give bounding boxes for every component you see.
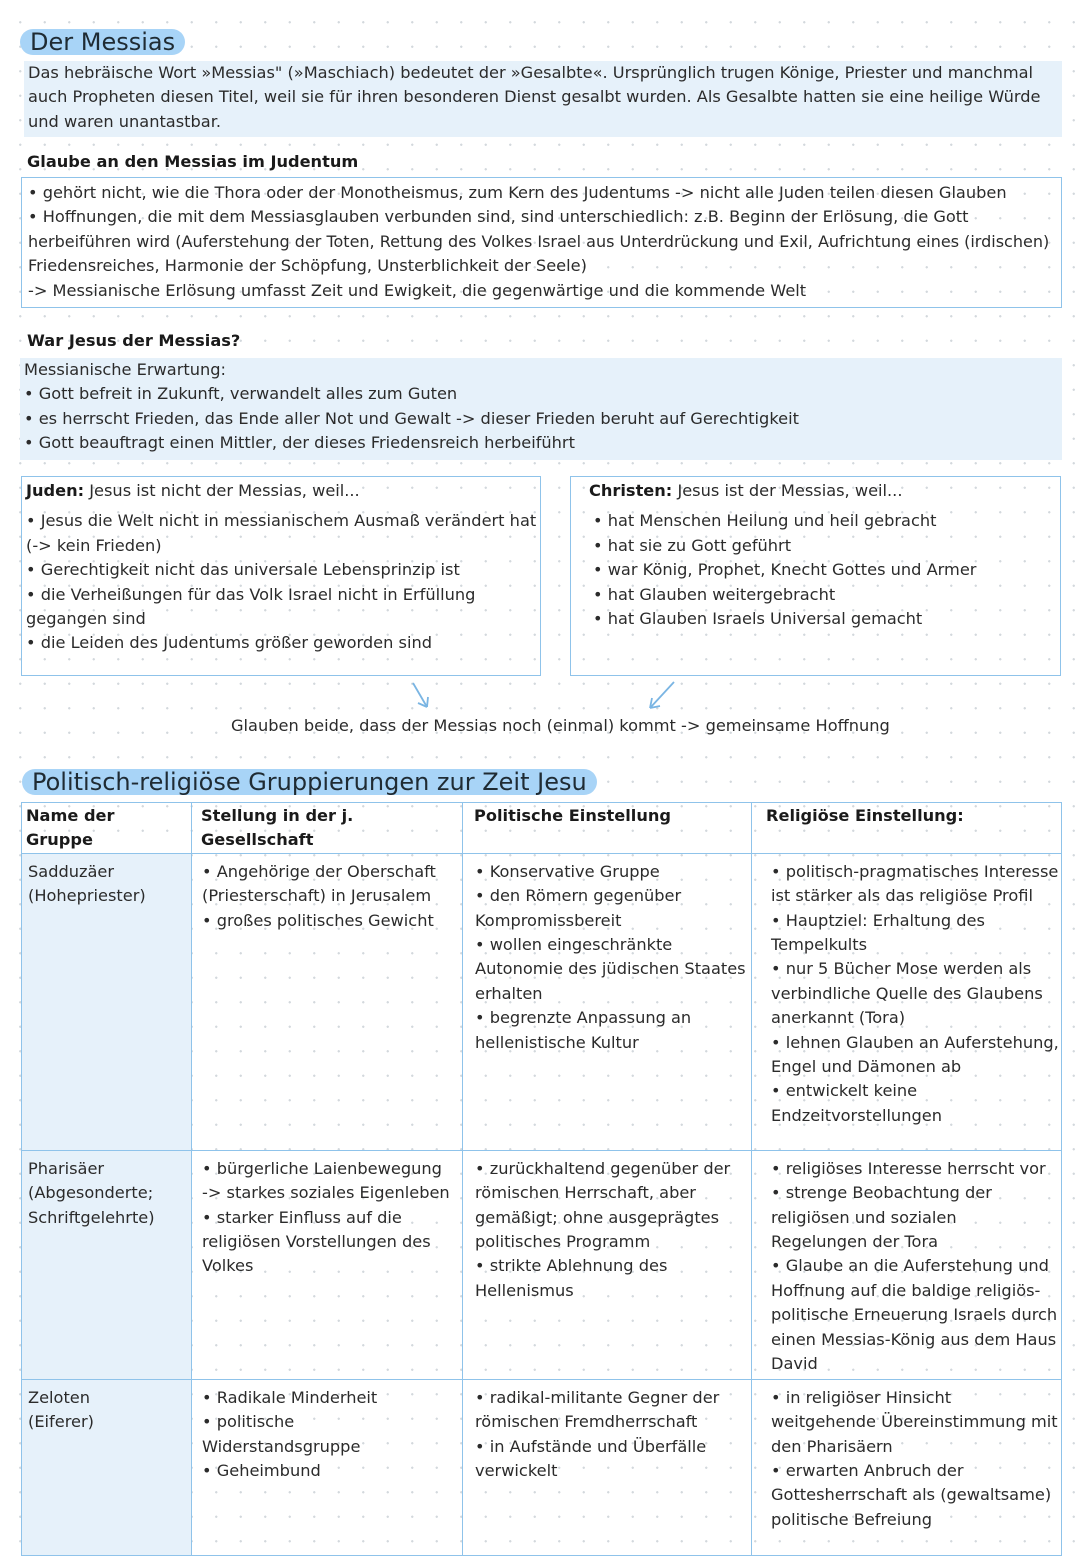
cell-line: • starker Einfluss auf die	[202, 1207, 402, 1227]
christians-box	[570, 476, 1061, 676]
cell-line: • Hauptziel: Erhaltung des	[771, 910, 985, 930]
cell-line: Pharisäer	[28, 1158, 105, 1178]
cell-line: verbindliche Quelle des Glaubens	[771, 983, 1043, 1003]
christians-line: • hat Menschen Heilung und heil gebracht	[593, 511, 937, 531]
cell-line: • religiöses Interesse herrscht vor	[771, 1158, 1046, 1178]
cell-line: • großes politisches Gewicht	[202, 910, 434, 930]
cell-line: anerkannt (Tora)	[771, 1008, 906, 1028]
cell-line: • in Aufstände und Überfälle	[475, 1436, 707, 1456]
intro-line: auch Propheten diesen Titel, weil sie für ihren besonderen Dienst gesalbt wurden. Als Gesalbte hatten sie eine heilige Würde	[28, 87, 1041, 107]
cell-line: (Hohepriester)	[28, 886, 146, 906]
cell-line: • in religiöser Hinsicht	[771, 1387, 952, 1407]
intro-line: und waren unantastbar.	[28, 111, 222, 131]
intro-paragraph	[24, 61, 1062, 137]
cell-line: Gottesherrschaft als (gewaltsame)	[771, 1485, 1052, 1505]
cell-line: Engel und Dämonen ab	[771, 1057, 962, 1077]
cell-social	[192, 1150, 463, 1379]
cell-name	[22, 1150, 192, 1379]
cell-religious	[752, 853, 1062, 1150]
cell-line: • bürgerliche Laienbewegung	[202, 1158, 442, 1178]
judaism-line: • Hoffnungen, die mit dem Messiasglauben verbunden sind, sind unterschiedlich: z.B. Beginn der Erlösung, die Gott	[28, 207, 969, 227]
cell-line: (Priesterschaft) in Jerusalem	[202, 886, 432, 906]
cell-line: Hellenismus	[475, 1280, 574, 1300]
cell-religious	[752, 1379, 1062, 1555]
cell-political	[463, 1150, 752, 1379]
expectation-line: • Gott beauftragt einen Mittler, der dieses Friedensreich herbeiführt	[24, 433, 575, 453]
christians-line: • hat Glauben Israels Universal gemacht	[593, 609, 923, 629]
table-row	[22, 1150, 1062, 1379]
cell-line: erhalten	[475, 983, 543, 1003]
cell-line: • politische	[202, 1412, 295, 1432]
cell-line: politisches Programm	[475, 1232, 651, 1252]
cell-line: Hoffnung auf die baldige religiös-	[771, 1280, 1041, 1300]
cell-line: • Radikale Minderheit	[202, 1387, 378, 1407]
cell-line: • politisch-pragmatisches Interesse	[771, 861, 1059, 881]
cell-line: • Angehörige der Oberschaft	[202, 861, 436, 881]
jews-line: • Gerechtigkeit nicht das universale Lebensprinzip ist	[26, 560, 460, 580]
cell-line: Endzeitvorstellungen	[771, 1105, 942, 1125]
cell-line: • strenge Beobachtung der	[771, 1183, 992, 1203]
cell-line: den Pharisäern	[771, 1436, 893, 1456]
cell-line: • zurückhaltend gegenüber der	[475, 1158, 731, 1178]
cell-social	[192, 1379, 463, 1555]
jews-line: • die Verheißungen für das Volk Israel nicht in Erfüllung	[26, 584, 476, 604]
cell-line: • lehnen Glauben an Auferstehung,	[771, 1032, 1059, 1052]
cell-line: hellenistische Kultur	[475, 1032, 639, 1052]
cell-political	[463, 1379, 752, 1555]
cell-line: • Geheimbund	[202, 1461, 321, 1481]
cell-line: religiösen und sozialen	[771, 1207, 957, 1227]
cell-line: Tempelkults	[771, 935, 868, 955]
arrow-down-left-icon	[638, 680, 682, 714]
table-row	[22, 1379, 1062, 1555]
header-social-position: Stellung in der j. Gesellschaft	[192, 803, 463, 854]
jews-label: Juden:	[26, 481, 85, 500]
cell-line: Kompromissbereit	[475, 910, 622, 930]
intro-line: Das hebräische Wort »Messias" (»Maschiach) bedeutet der »Gesalbte«. Ursprünglich trugen Könige, Priester und manchmal	[28, 63, 1034, 82]
judaism-line: Friedensreiches, Harmonie der Schöpfung, Unsterblichkeit der Seele)	[28, 256, 587, 276]
messianic-expectation	[20, 358, 1062, 460]
header-religious-stance: Religiöse Einstellung:	[752, 803, 1062, 854]
christians-line: • hat Glauben weitergebracht	[593, 584, 836, 604]
cell-line: • strikte Ablehnung des	[475, 1256, 668, 1276]
christians-title	[589, 479, 1060, 503]
cell-line: (Abgesonderte;	[28, 1183, 154, 1203]
page-title: Der Messias	[20, 29, 185, 55]
cell-line: • entwickelt keine	[771, 1081, 918, 1101]
cell-line: einen Messias-König aus dem Haus	[771, 1329, 1057, 1349]
jews-title-text: Jesus ist nicht der Messias, weil...	[84, 481, 360, 500]
cell-line: Regelungen der Tora	[771, 1232, 939, 1252]
cell-line: • nur 5 Bücher Mose werden als	[771, 959, 1032, 979]
cell-line: • begrenzte Anpassung an	[475, 1008, 692, 1028]
table-row	[22, 853, 1062, 1150]
jews-line: (-> kein Frieden)	[26, 535, 162, 555]
cell-line: politische Erneuerung Israels durch	[771, 1305, 1058, 1325]
cell-line: (Eiferer)	[28, 1412, 94, 1432]
cell-line: Volkes	[202, 1256, 254, 1276]
cell-line: Zeloten	[28, 1387, 91, 1407]
arrow-down-right-icon	[405, 680, 445, 714]
cell-line: römischen Herrschaft, aber	[475, 1183, 696, 1203]
cell-religious	[752, 1150, 1062, 1379]
cell-line: • Glaube an die Auferstehung und	[771, 1256, 1049, 1276]
cell-line: Autonomie des jüdischen Staates	[475, 959, 746, 979]
jews-title	[26, 479, 540, 503]
christians-line: • hat sie zu Gott geführt	[593, 535, 792, 555]
jesus-heading: War Jesus der Messias?	[27, 331, 241, 350]
cell-line: römischen Fremdherrschaft	[475, 1412, 698, 1432]
cell-line: -> starkes soziales Eigenleben	[202, 1183, 450, 1203]
cell-line: Schriftgelehrte)	[28, 1207, 155, 1227]
cell-line: Sadduzäer	[28, 861, 115, 881]
jews-box	[21, 476, 541, 676]
expectation-line: • Gott befreit in Zukunft, verwandelt alles zum Guten	[24, 384, 458, 404]
cell-name	[22, 853, 192, 1150]
judaism-box	[21, 177, 1062, 308]
judaism-line: -> Messianische Erlösung umfasst Zeit und Ewigkeit, die gegenwärtige und die kommende Welt	[28, 280, 807, 300]
cell-line: religiösen Vorstellungen des	[202, 1232, 431, 1252]
section-title-groups: Politisch-religiöse Gruppierungen zur Zeit Jesu	[22, 769, 597, 795]
table-header-row	[22, 803, 1062, 854]
cell-line: • den Römern gegenüber	[475, 886, 682, 906]
cell-line: politische Befreiung	[771, 1509, 933, 1529]
cell-political	[463, 853, 752, 1150]
cell-line: verwickelt	[475, 1461, 558, 1481]
cell-line: ist stärker als das religiöse Profil	[771, 886, 1033, 906]
header-political-stance: Politische Einstellung	[463, 803, 752, 854]
cell-line: weitgehende Übereinstimmung mit	[771, 1412, 1058, 1432]
header-group-name: Name der Gruppe	[22, 803, 192, 854]
cell-line: gemäßigt; ohne ausgeprägtes	[475, 1207, 720, 1227]
expectation-line: • es herrscht Frieden, das Ende aller Not und Gewalt -> dieser Frieden beruht auf Gerechtigkeit	[24, 408, 799, 428]
expectation-line: Messianische Erwartung:	[24, 360, 226, 379]
judaism-line: • gehört nicht, wie die Thora oder der Monotheismus, zum Kern des Judentums -> nicht alle Juden teilen diesen Glauben	[28, 183, 1007, 202]
cell-line: Widerstandsgruppe	[202, 1436, 361, 1456]
cell-line: • erwarten Anbruch der	[771, 1461, 964, 1481]
conclusion-text: Glauben beide, dass der Messias noch (einmal) kommt -> gemeinsame Hoffnung	[231, 716, 890, 735]
christians-label: Christen:	[589, 481, 673, 500]
cell-name	[22, 1379, 192, 1555]
cell-line: David	[771, 1354, 818, 1374]
cell-line: • Konservative Gruppe	[475, 861, 660, 881]
judaism-line: herbeiführen wird (Auferstehung der Toten, Rettung des Volkes Israel aus Unterdrückung und Exil, Aufrichtung eines (irdischen)	[28, 231, 1050, 251]
groups-table	[21, 802, 1062, 1556]
christians-title-text: Jesus ist der Messias, weil...	[672, 481, 903, 500]
jews-line: • die Leiden des Judentums größer geworden sind	[26, 633, 432, 653]
cell-line: • radikal-militante Gegner der	[475, 1387, 720, 1407]
cell-social	[192, 853, 463, 1150]
jews-line: gegangen sind	[26, 609, 146, 629]
judaism-heading: Glaube an den Messias im Judentum	[27, 152, 359, 171]
cell-line: • wollen eingeschränkte	[475, 935, 673, 955]
christians-line: • war König, Prophet, Knecht Gottes und Armer	[593, 560, 977, 580]
jews-line: • Jesus die Welt nicht in messianischem Ausmaß verändert hat	[26, 511, 537, 531]
